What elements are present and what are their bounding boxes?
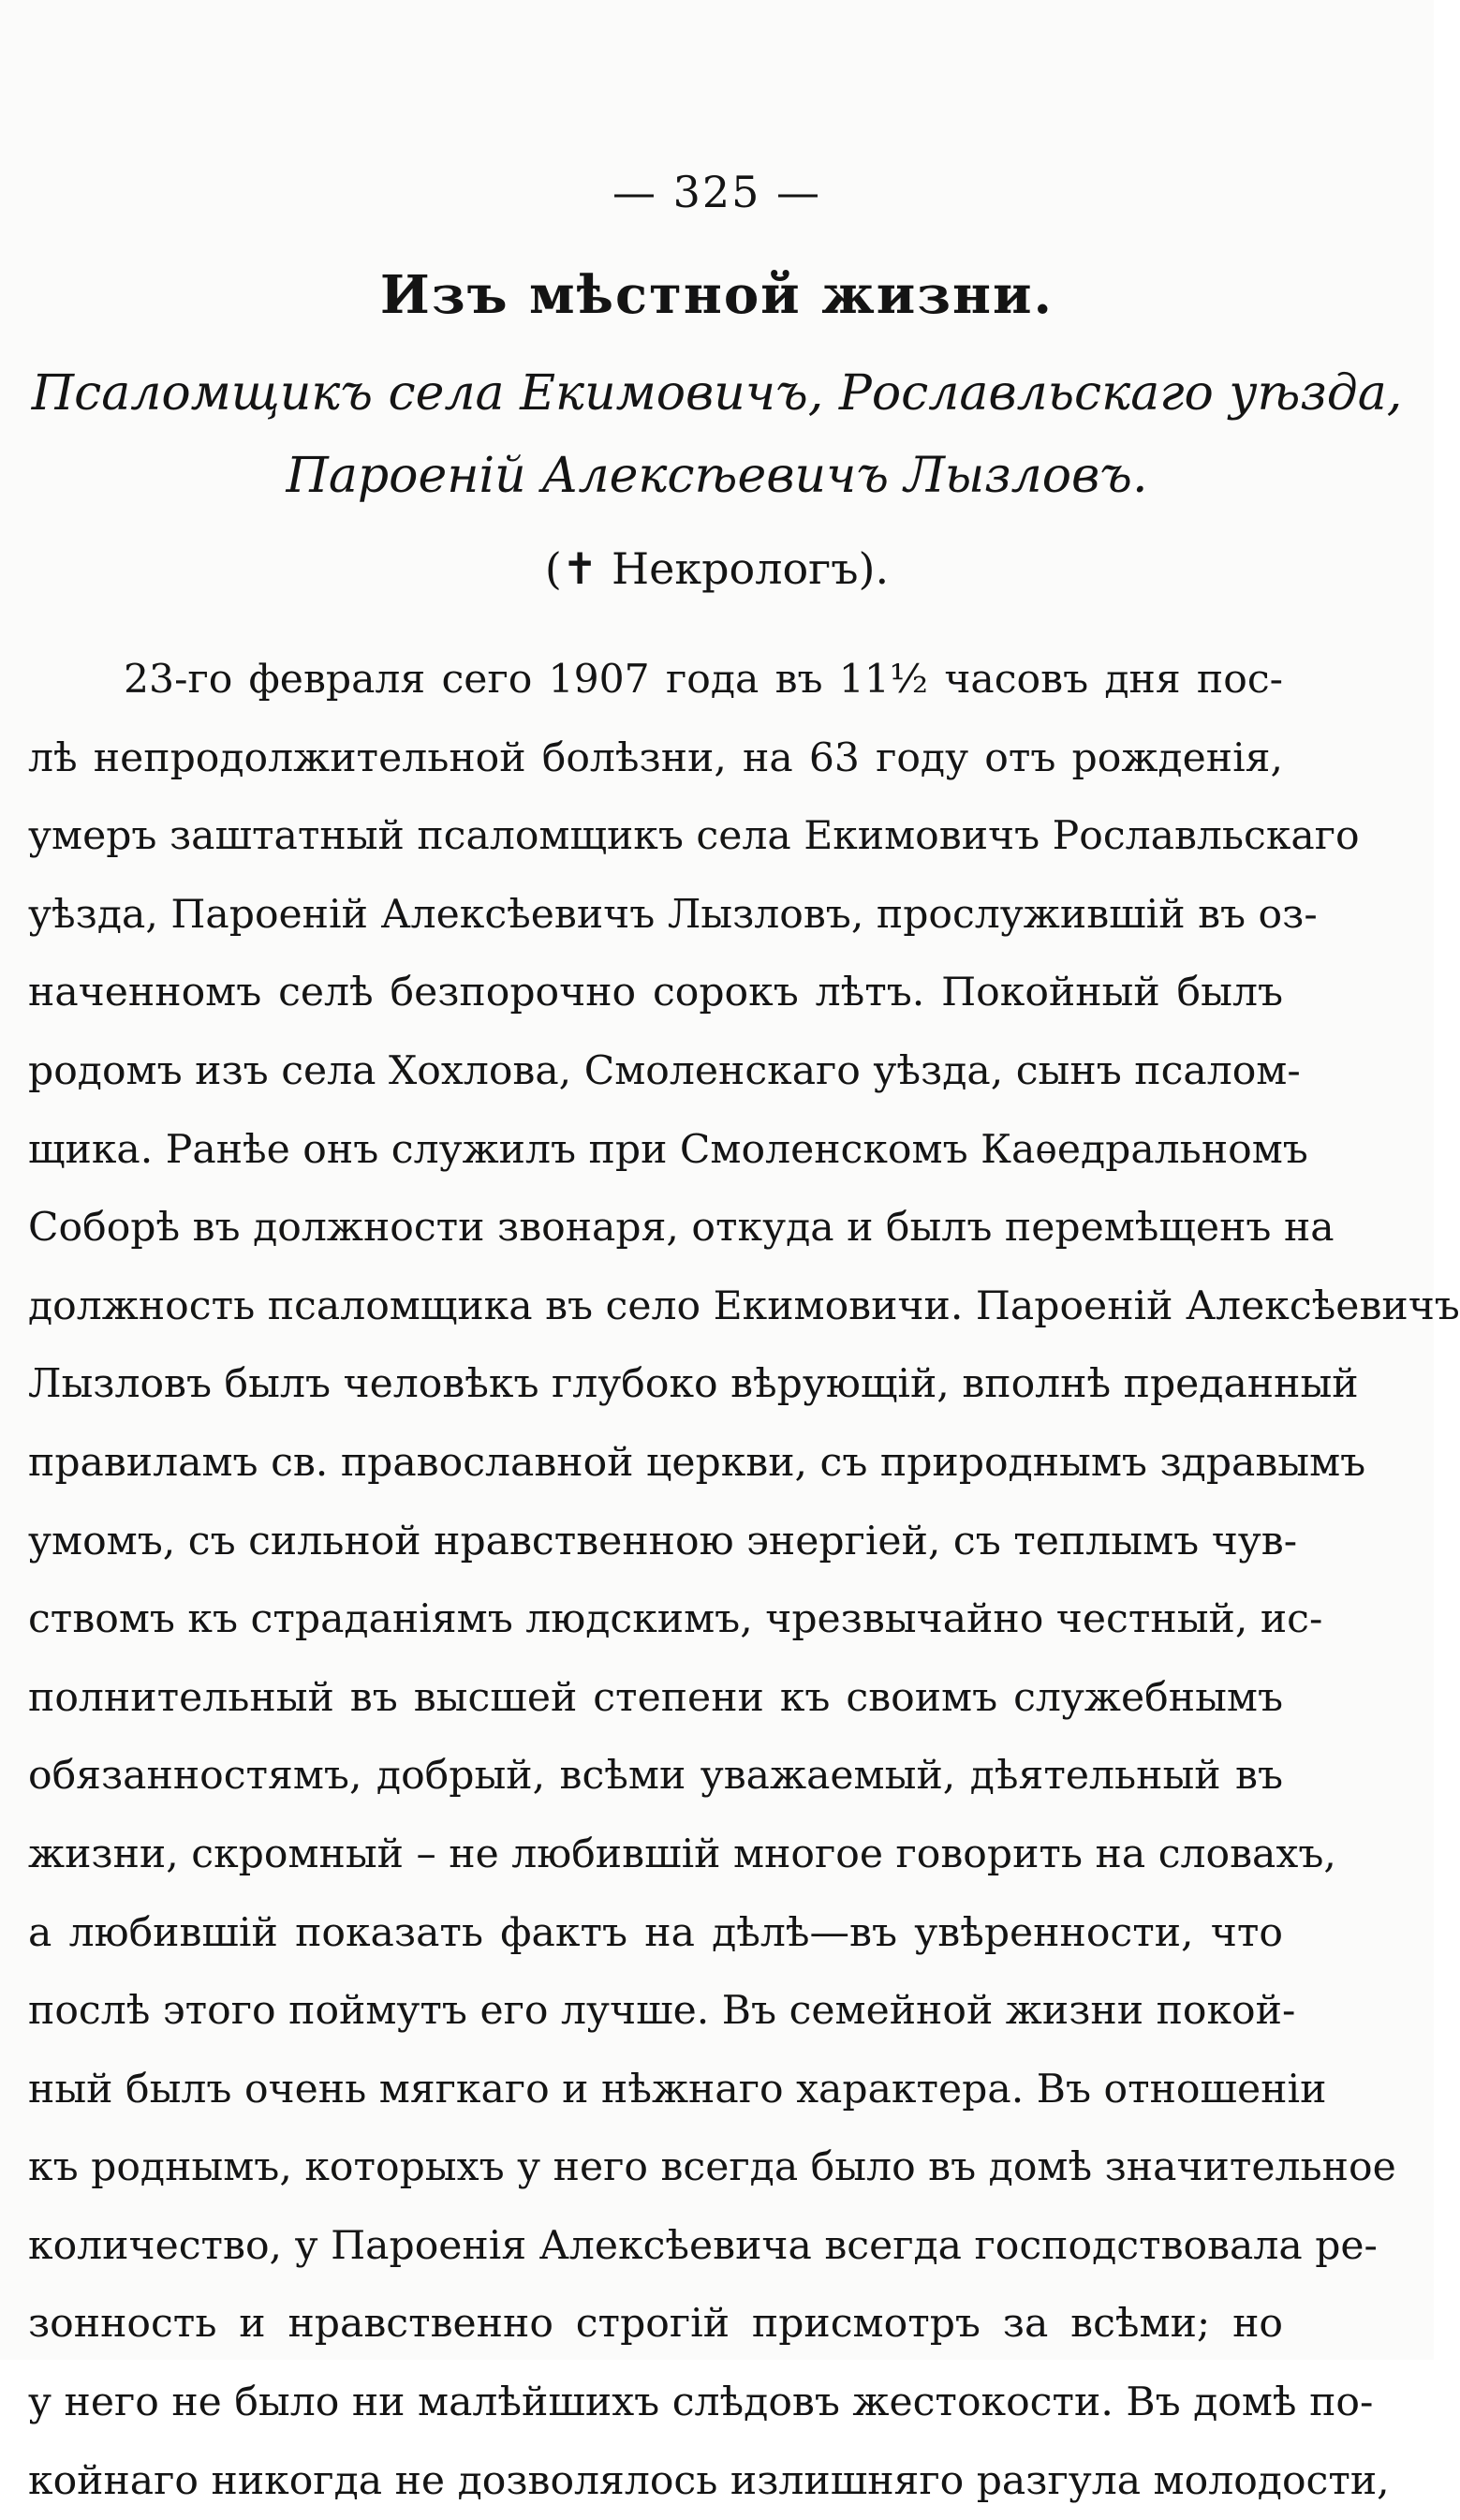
text-line: а любившій показать фактъ на дѣлѣ—въ увѣренности, что xyxy=(28,1909,1283,1956)
article-title: Изъ мѣстной жизни. xyxy=(379,264,1054,326)
subtitle-line-2: Пароеній Алексѣевичъ Лызловъ. xyxy=(286,448,1148,504)
text-line: койнаго никогда не дозволялось излишняго разгула молодости, xyxy=(28,2457,1390,2504)
text-line: Соборѣ въ должности звонаря, откуда и былъ перемѣщенъ на xyxy=(28,1205,1335,1252)
text-line: лѣ непродолжительной болѣзни, на 63 году отъ рожденія, xyxy=(28,734,1283,781)
page-number: — 325 — xyxy=(612,167,822,217)
text-line: умомъ, съ сильной нравственною энергіей, съ теплымъ чув- xyxy=(28,1518,1298,1564)
text-line: щика. Ранѣе онъ служилъ при Смоленскомъ Каѳедральномъ xyxy=(28,1126,1308,1173)
text-line: правиламъ св. православной церкви, съ природнымъ здравымъ xyxy=(28,1439,1366,1486)
body-text xyxy=(28,641,1460,2520)
text-line: послѣ этого поймутъ его лучше. Въ семейной жизни покой- xyxy=(28,1988,1296,2035)
necrolog-heading: (✝ Некрологъ). xyxy=(544,543,890,594)
text-line: зонность и нравственно строгій присмотръ за всѣми; но xyxy=(28,2301,1283,2348)
text-line: уѣзда, Пароеній Алексѣевичъ Лызловъ, прослужившій въ оз- xyxy=(28,891,1318,938)
text-line: у него не было ни малѣйшихъ слѣдовъ жестокости. Въ домѣ по- xyxy=(28,2379,1374,2426)
text-line: должность псаломщика въ село Екимовичи. Пароеній Алексѣевичъ xyxy=(28,1282,1460,1329)
subtitle-line-1: Псаломщикъ села Екимовичъ, Рославльскаго уѣзда, xyxy=(31,365,1403,422)
text-line: умеръ заштатный псаломщикъ села Екимовичъ Рославльскаго xyxy=(28,813,1360,860)
text-line: количество, у Пароенія Алексѣевича всегда господствовала ре- xyxy=(28,2222,1378,2269)
text-line: наченномъ селѣ безпорочно сорокъ лѣтъ. Покойный былъ xyxy=(28,970,1283,1016)
text-line: 23-го февраля сего 1907 года въ 11½ часовъ дня пос- xyxy=(124,657,1283,703)
text-line: къ роднымъ, которыхъ у него всегда было въ домѣ значительное xyxy=(28,2144,1396,2191)
text-line: родомъ изъ села Хохлова, Смоленскаго уѣзда, сынъ псалом- xyxy=(28,1047,1301,1094)
text-line: обязанностямъ, добрый, всѣми уважаемый, дѣятельный въ xyxy=(28,1753,1283,1800)
text-line: жизни, скромный – не любившій многое говорить на словахъ, xyxy=(28,1831,1336,1877)
text-line: ный былъ очень мягкаго и нѣжнаго характера. Въ отношеніи xyxy=(28,2066,1327,2112)
text-line: полнительный въ высшей степени къ своимъ служебнымъ xyxy=(28,1674,1283,1721)
text-line: ствомъ къ страданіямъ людскимъ, чрезвычайно честный, ис- xyxy=(28,1596,1323,1643)
text-line: Лызловъ былъ человѣкъ глубоко вѣрующій, вполнѣ преданный xyxy=(28,1361,1359,1408)
